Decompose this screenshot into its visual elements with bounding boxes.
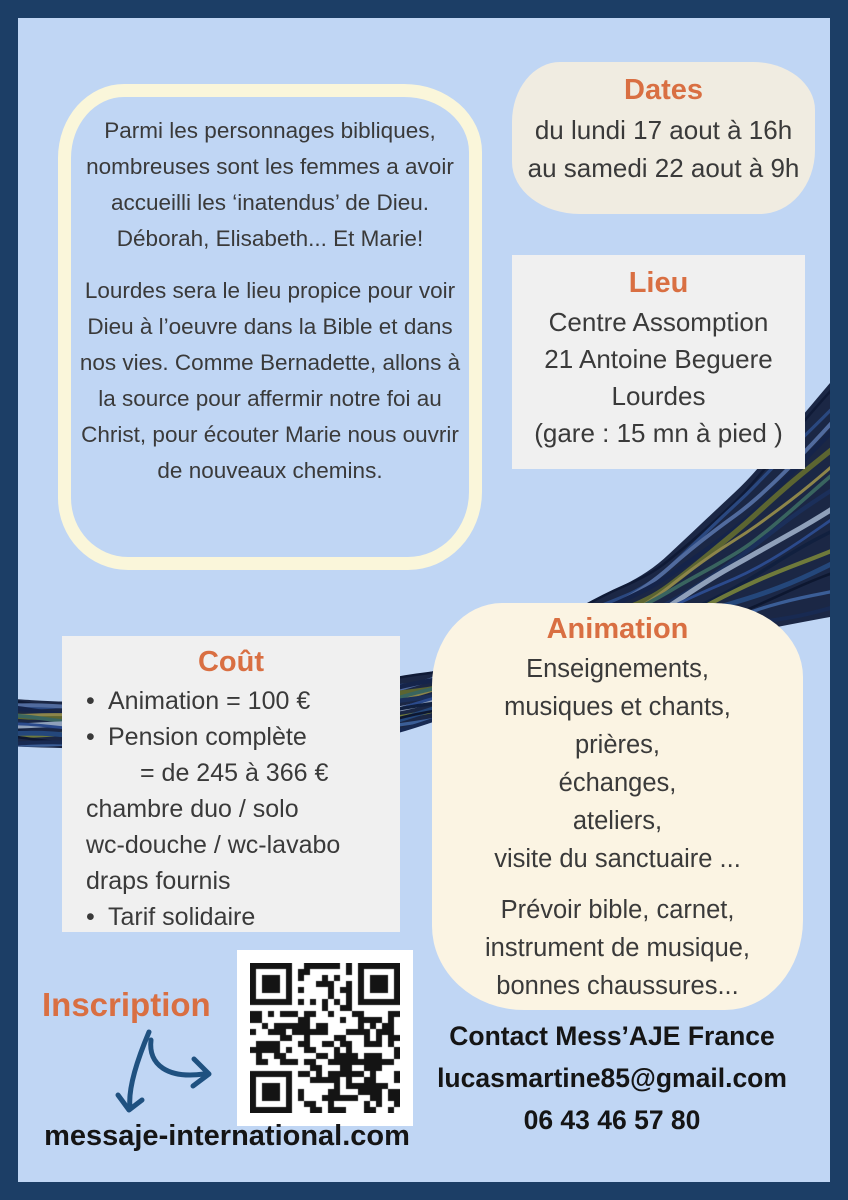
animation-line: ateliers, [572, 807, 663, 835]
animation-line: musiques et chants, [504, 693, 731, 721]
qr-code [237, 950, 413, 1126]
dates-line: au samedi 22 aout à 9h [527, 153, 800, 183]
lieu-line: (gare : 15 mn à pied ) [534, 418, 783, 448]
dates-box [512, 62, 815, 214]
cout-list [62, 683, 400, 935]
dates-title: Dates [624, 74, 703, 106]
cout-item: wc-douche / wc-lavabo [86, 831, 341, 859]
cout-title: Coût [197, 646, 265, 678]
inscription-label: Inscription [42, 986, 211, 1023]
lieu-title: Lieu [628, 267, 689, 299]
lieu-line: Centre Assomption [548, 307, 769, 337]
lieu-line: 21 Antoine Beguere [544, 344, 773, 374]
animation-note-line: Prévoir bible, carnet, [500, 896, 735, 924]
cout-item: • Animation = 100 € [84, 683, 392, 719]
animation-line: visite du sanctuaire ... [494, 845, 741, 873]
animation-line: prières, [574, 731, 661, 759]
contact-name: Contact Mess’AJE France [449, 1021, 775, 1051]
animation-note-line: bonnes chaussures... [496, 972, 739, 1000]
intro-paragraph-2: Lourdes sera le lieu propice pour voir Dieu à l’oeuvre dans la Bible et dans nos vies. Comme Bernadette, allons à la source pour affermir notre foi au Christ, pour écouter Marie nous ouvrir de nouveaux chemins. [79, 278, 461, 483]
cout-item: • Tarif solidaire [84, 899, 392, 935]
lieu-box [512, 255, 805, 469]
lieu-line: Lourdes [611, 381, 706, 411]
animation-note-line: instrument de musique, [484, 934, 751, 962]
animation-line: Enseignements, [526, 655, 709, 683]
qr-code-pattern [250, 963, 400, 1113]
cout-item: draps fournis [86, 867, 231, 895]
flyer-content-area [18, 18, 830, 1182]
cout-item: chambre duo / solo [86, 795, 299, 823]
cout-box [62, 636, 400, 932]
hand-drawn-arrows-icon [108, 1013, 238, 1133]
animation-title: Animation [546, 613, 689, 645]
cout-item: = de 245 à 366 € [140, 759, 329, 787]
contact-phone: 06 43 46 57 80 [523, 1105, 701, 1135]
contact-block [426, 1015, 798, 1141]
animation-line: échanges, [558, 769, 677, 797]
intro-text-box [58, 84, 482, 570]
cout-item: • Pension complète [84, 719, 392, 755]
contact-email: lucasmartine85@gmail.com [437, 1063, 787, 1093]
animation-box [432, 603, 803, 1010]
intro-paragraph-1: Parmi les personnages bibliques, nombreuses sont les femmes a avoir accueilli les ‘inatendus’ de Dieu. Déborah, Elisabeth... Et Marie! [86, 118, 454, 251]
dates-line: du lundi 17 aout à 16h [534, 115, 793, 145]
website-url: messaje-international.com [44, 1120, 410, 1152]
